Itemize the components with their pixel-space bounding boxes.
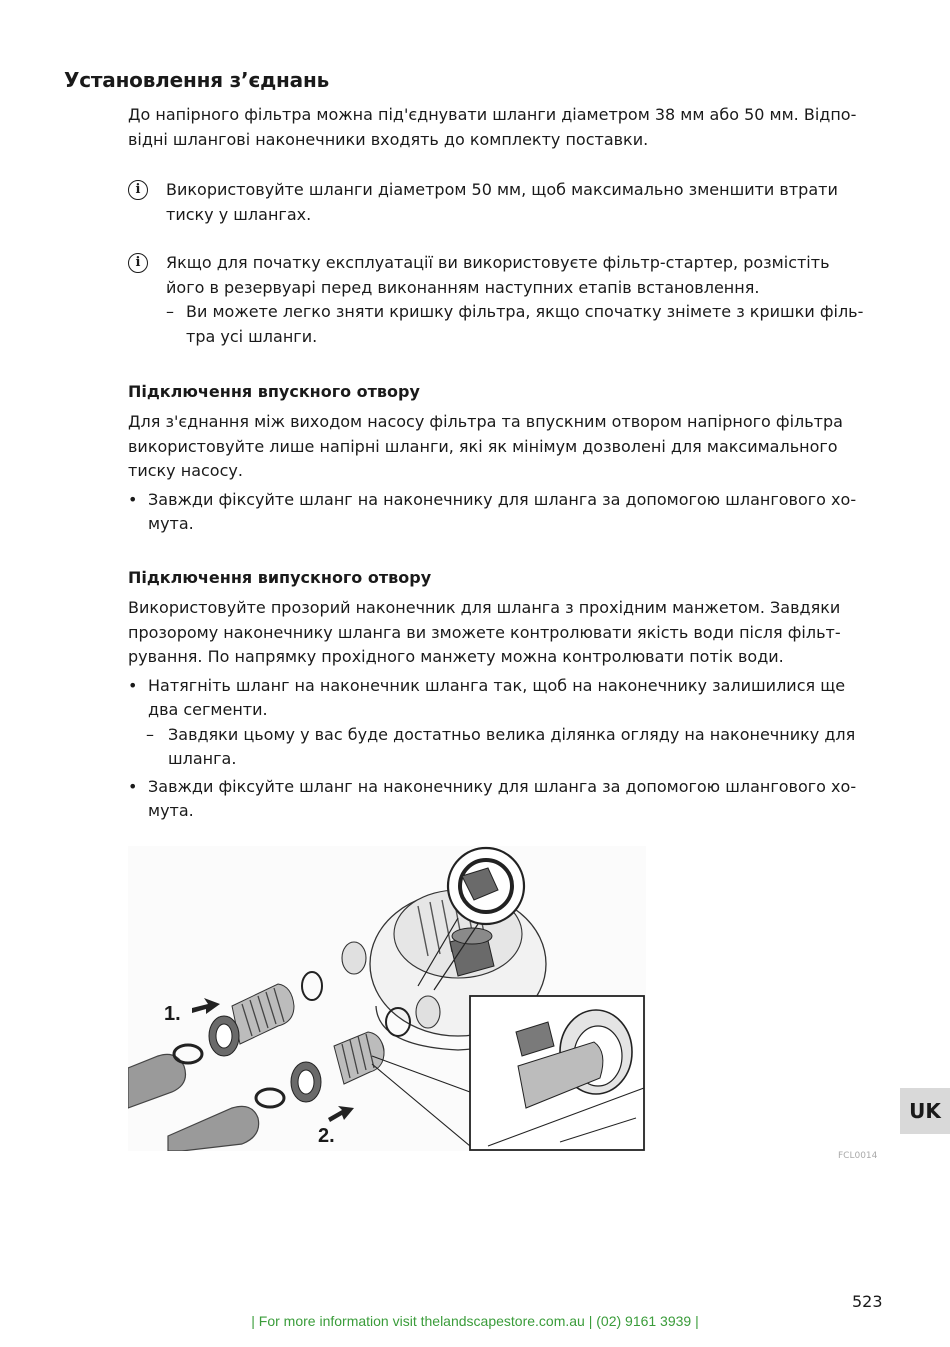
intro-paragraph xyxy=(128,103,880,152)
text-line: Завжди фіксуйте шланг на наконечнику для шланга за допомогою шлангового хо- xyxy=(148,776,857,796)
text-line: рування. По напрямку прохідного манжету можна контролювати потік води. xyxy=(128,647,784,666)
text-line: Завдяки цьому у вас буде достатньо велика ділянка огляду на наконечнику для xyxy=(168,724,856,744)
text-line: тра усі шланги. xyxy=(186,326,318,346)
inlet-paragraph xyxy=(128,410,880,537)
info-note-filter-starter xyxy=(128,251,880,349)
bullet-mark: • xyxy=(128,776,138,796)
info-icon: i xyxy=(128,253,148,273)
text-line: До напірного фільтра можна під'єднувати шланги діаметром 38 мм або 50 мм. Відпо- xyxy=(128,105,857,124)
text-line: Натягніть шланг на наконечник шланга так, щоб на наконечнику залишилися ще xyxy=(148,675,846,695)
step-label-1: 1. xyxy=(164,1003,181,1025)
outlet-paragraph xyxy=(128,596,880,824)
figure-code: FCL0014 xyxy=(838,1151,878,1161)
bullet-mark: • xyxy=(128,675,138,695)
dash-mark: – xyxy=(146,724,154,744)
page-number: 523 xyxy=(852,1292,883,1311)
text-line: Завжди фіксуйте шланг на наконечнику для шланга за допомогою шлангового хо- xyxy=(148,489,857,509)
outlet-heading: Підключення випускного отвору xyxy=(128,568,432,587)
text-line: тиску у шлангах. xyxy=(166,204,312,224)
dash-item xyxy=(166,300,880,349)
language-tab: UK xyxy=(900,1088,950,1134)
text-line: шланга. xyxy=(168,749,237,768)
text-line: тиску насосу. xyxy=(128,461,243,480)
step-label-2: 2. xyxy=(318,1125,335,1147)
hose-connection-illustration xyxy=(128,846,646,1151)
footer-contact[interactable]: | For more information visit thelandscapestore.com.au | (02) 9161 3939 | xyxy=(251,1313,699,1329)
text-line: використовуйте лише напірні шланги, які як мінімум дозволені для максимального xyxy=(128,436,838,456)
text-line: два сегменти. xyxy=(148,700,268,719)
text-line: мута. xyxy=(148,514,194,533)
text-line: Ви можете легко зняти кришку фільтра, якщо спочатку знімете з кришки філь- xyxy=(186,302,864,321)
dash-item xyxy=(128,723,880,772)
bullet-item xyxy=(128,674,880,723)
bullet-item xyxy=(128,488,880,537)
bullet-item xyxy=(128,775,880,824)
text-line: Використовуйте прозорий наконечник для шланга з прохідним манжетом. Завдяки xyxy=(128,598,841,617)
text-line: Використовуйте шланги діаметром 50 мм, щоб максимально зменшити втрати xyxy=(166,180,838,199)
text-line: Для з'єднання між виходом насосу фільтра та впускним отвором напірного фільтра xyxy=(128,412,843,431)
text-line: його в резервуарі перед виконанням наступних етапів встановлення. xyxy=(166,277,760,297)
text-line: прозорому наконечнику шланга ви зможете контролювати якість води після фільт- xyxy=(128,622,841,642)
info-note-hose-diameter xyxy=(128,178,880,227)
dash-mark: – xyxy=(166,302,174,321)
inlet-heading: Підключення впускного отвору xyxy=(128,382,420,401)
bullet-mark: • xyxy=(128,489,138,509)
section-heading: Установлення з’єднань xyxy=(64,68,330,92)
text-line: Якщо для початку експлуатації ви використовуєте фільтр-стартер, розмістіть xyxy=(166,253,830,272)
text-line: відні шлангові наконечники входять до комплекту поставки. xyxy=(128,129,649,149)
info-icon: i xyxy=(128,180,148,200)
text-line: мута. xyxy=(148,801,194,820)
